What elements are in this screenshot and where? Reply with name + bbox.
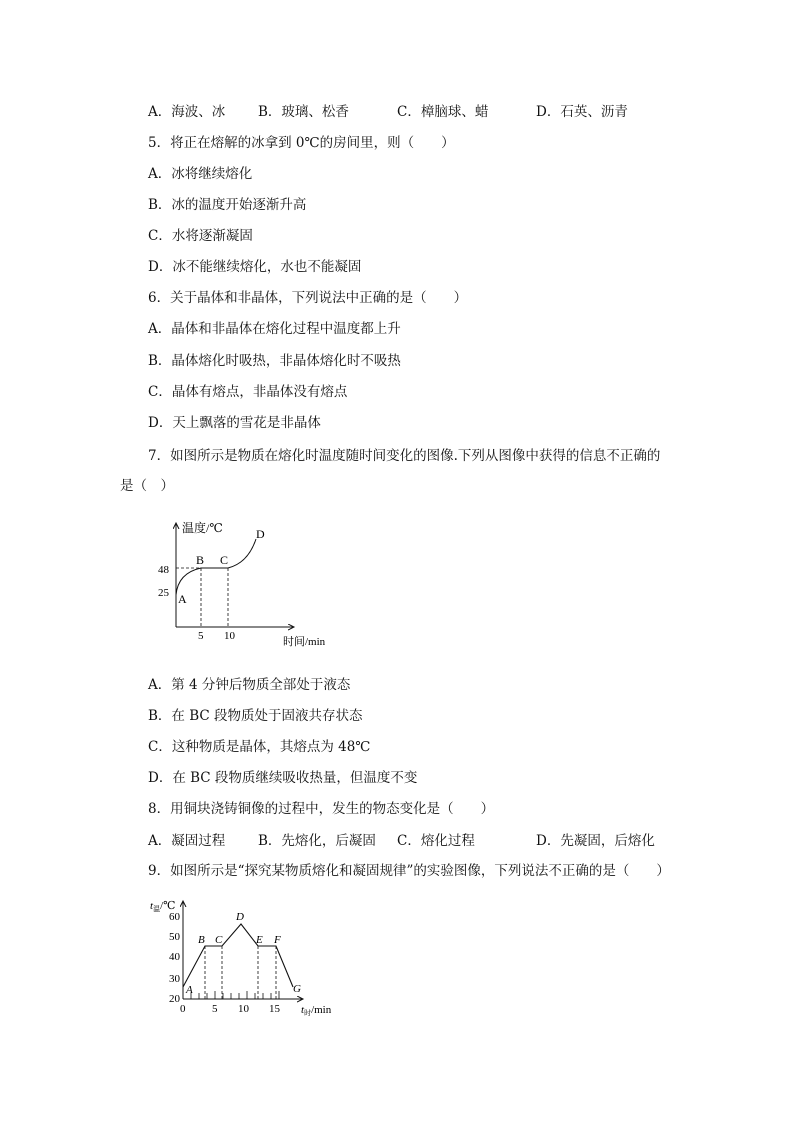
q7-xtick-10: 10 [224,630,235,642]
q7-graph [150,515,350,650]
q7-point-b: B [196,553,205,567]
q9-xtick-0: 0 [180,1003,186,1015]
q7-stem-line2: 是（ ） [120,478,174,494]
q4-option-c: C．樟脑球、蜡 [397,104,489,120]
q8-option-c: C．熔化过程 [397,833,475,849]
q9-stem: 9．如图所示是“探究某物质熔化和凝固规律”的实验图像，下列说法不正确的是（ ） [148,863,670,879]
q9-ytick-30: 30 [169,973,180,985]
q7-xtick-5: 5 [198,630,204,642]
q7-ytick-48: 48 [158,564,169,576]
q7-xlabel: 时间/min [283,636,326,648]
q6-option-c: C．晶体有熔点，非晶体没有熔点 [148,384,348,400]
q7-curve [176,539,256,595]
q9-point-e: E [256,934,263,946]
q9-xtick-15: 15 [269,1003,280,1015]
q7-point-a: A [178,592,187,606]
q9-point-b: B [198,934,205,946]
q8-option-a: A．凝固过程 [148,833,226,849]
q9-ylabel-t: t [150,900,154,912]
q7-option-a: A．第 4 分钟后物质全部处于液态 [148,677,351,693]
q9-point-a: A [186,984,193,996]
q6-option-b: B．晶体熔化时吸热，非晶体熔化时不吸热 [148,353,401,369]
q7-stem-line1: 7．如图所示是物质在熔化时温度随时间变化的图像.下列从图像中获得的信息不正确的 [148,448,661,464]
q9-ylabel-sub: 温 [153,905,161,913]
q7-option-d: D．在 BC 段物质继续吸收热量，但温度不变 [148,770,418,786]
q7-option-b: B．在 BC 段物质处于固液共存状态 [148,708,363,724]
q9-point-c: C [215,934,223,946]
q9-xtick-10: 10 [238,1003,249,1015]
q9-xtick-5: 5 [212,1003,218,1015]
q9-ytick-40: 40 [169,951,180,963]
q8-option-b: B．先熔化，后凝固 [258,833,376,849]
q9-point-g: G [293,983,301,995]
q9-xlabel-t: t [301,1004,305,1016]
q9-dashed-verticals [205,946,276,999]
q9-xlabel-unit: /min [311,1004,332,1016]
q9-point-f: F [274,934,281,946]
svg-text:t时/min [301,1004,332,1017]
q4-option-d: D．石英、沥青 [536,104,628,120]
q9-ylabel-unit: /℃ [160,900,176,912]
q8-option-d: D．先凝固，后熔化 [536,833,655,849]
q9-ytick-50: 50 [169,931,180,943]
q7-point-c: C [220,553,229,567]
q5-option-a: A．冰将继续熔化 [148,166,253,182]
q7-option-c: C．这种物质是晶体，其熔点为 48℃ [148,739,371,755]
q7-ytick-25: 25 [158,587,169,599]
q5-option-d: D．冰不能继续熔化，水也不能凝固 [148,259,362,275]
q6-option-a: A．晶体和非晶体在熔化过程中温度都上升 [148,321,401,337]
q7-ylabel: 温度/℃ [182,521,223,535]
q8-stem: 8．用铜块浇铸铜像的过程中，发生的物态变化是（ ） [148,801,495,817]
q9-xlabel-sub: 时 [304,1009,312,1017]
q9-point-d: D [236,911,244,923]
q9-ytick-20: 20 [169,993,180,1005]
q5-option-b: B．冰的温度开始逐渐升高 [148,197,307,213]
q4-option-b: B．玻璃、松香 [258,104,349,120]
q9-minor-ticks [191,991,279,999]
q6-stem: 6．关于晶体和非晶体，下列说法中正确的是（ ） [148,290,468,306]
q9-ytick-60: 60 [169,911,180,923]
q4-option-a: A．海波、冰 [148,104,226,120]
q6-option-d: D．天上飘落的雪花是非晶体 [148,415,321,431]
q5-option-c: C．水将逐渐凝固 [148,228,253,244]
q5-stem: 5．将正在熔解的冰拿到 0℃的房间里，则（ ） [148,135,455,151]
q7-point-d: D [256,527,265,541]
q9-graph [145,895,350,1020]
